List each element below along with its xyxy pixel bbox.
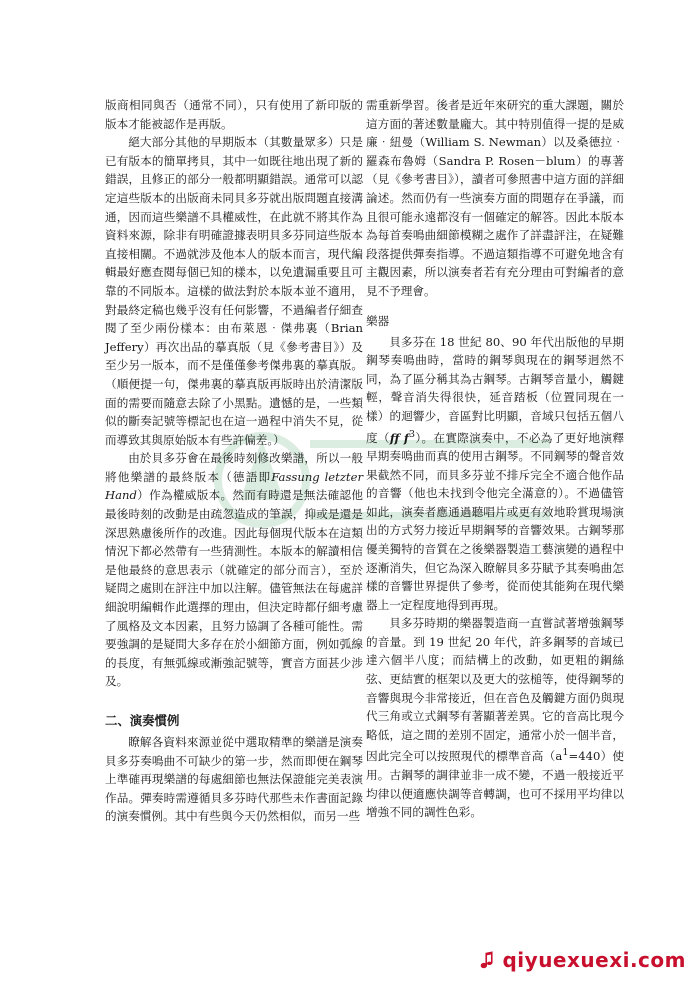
german-term: Fassung letzter Hand	[105, 469, 363, 503]
site-logo[interactable]	[476, 945, 686, 975]
right-paragraph-2-rest: ）。在實際演奏中，不必為了更好地演釋早期奏鳴曲而真的使用古鋼琴。不同鋼琴的聲音效果截然不同，而貝多芬並不排斥完全不適合他作品的音響（他也未找到令他完全滿意的）。不過儘管如此，演奏者應通過聽唱片或更有效地聆賞現場演出的方式努力接近早期鋼琴的音響效果。古鋼琴那優美獨特的音質在之後樂器製造工藝演變的過程中逐漸消失，但它為深入瞭解貝多芬賦予其奏鳴曲怎樣的音響世界提供了參考，從而使其能夠在現代樂器上一定程度地得到再現。	[366, 430, 624, 612]
left-paragraph-1: 版商相同與否（通常不同），只有使用了新印版的版本才能被認作是再版。	[105, 98, 363, 131]
right-paragraph-2	[366, 333, 624, 615]
section-heading-performance-practice: 二、演奏慣例	[105, 713, 180, 728]
left-paragraph-3-rest: ）作為權威版本。然而有時還是無法確認他最後時刻的改動是由疏忽造成的筆誤，抑或是還是深思熟慮後所作的改進。因此每個現代版本在這類情況下都必然帶有一些猜測性。本版本的解讀相信是他最終的意思表示（就確定的部分而言），至於疑問之處則在評注中加以注解。儘管無法在每處詳細說明編輯作此選擇的理由，但決定時都仔細考慮了風格及文本因素，且努力協調了各種可能性。需要強調的是疑問大多存在於小細節方面，例如弧線的長度，有無弧線或漸強記號等，實音方面甚少涉及。	[105, 488, 363, 689]
left-paragraph-2: 絕大部分其他的早期版本（其數量眾多）只是已有版本的簡單拷貝，其中一如既往地出現了新的錯誤，且修正的部分一般都明顯錯誤。通常可以認定這些版本的出版商未同貝多芬就出版問題直接溝通，因而這些樂譜不具權威性，在此就不將其作為資料來源，除非有明確證據表明貝多芬同這些版本直接相關。不過就涉及他本人的版本而言，現代編輯最好應查閱每個已知的樣本，以免遺漏重要且可靠的不同版本。這樣的做法對於本版本並不適用，對最終定稿也幾乎沒有任何影響，不過編者仔細查閱了至少兩份樣本：由布萊恩‧傑弗裏（Brian Jeffery）再次出品的摹真版（見《參考書目》）及至少另一版本，而不是僅僅參考傑弗裏的摹真版。（順便提一句，傑弗裏的摹真版再版時出於清潔版面的需要而隨意去除了小黑點。遺憾的是，一些類似的斷奏記號等標記也在這一過程中消失不見，從而導致其與原始版本有些許偏差。）	[105, 135, 363, 447]
range-notation-superscript: 3	[408, 428, 415, 440]
range-notation: ff f	[389, 430, 409, 445]
right-paragraph-3	[366, 614, 624, 821]
left-paragraph-4: 瞭解各資料來源並從中選取精準的樂譜是演奏貝多芬奏鳴曲不可缺少的第一步，然而即便在鋼琴上準確再現樂譜的每處細節也無法保證能完美表演作品。彈奏時需遵循貝多芬時代那些未作書面記錄的演奏慣例。其中有些與今天仍然相似，而另一些	[105, 735, 363, 824]
left-paragraph-3	[105, 449, 363, 691]
pitch-superscript: 1	[562, 747, 569, 759]
right-paragraph-2-lead: 貝多芬在 18 世紀 80、90 年代出版他的早期鋼琴奏鳴曲時，當時的鋼琴與現在的鋼琴迥然不同，為了區分稱其為古鋼琴。古鋼琴音量小，觸鍵輕，聲音消失得很快，延音踏板（位置同現在一樣）的迴響少，音區對比明顯，音域只包括五個八度（	[366, 334, 624, 445]
left-paragraph-3-lead: 由於貝多芬會在最後時刻修改樂譜，所以一般將他樂譜的最終版本（德語即	[105, 451, 363, 484]
right-paragraph-3-lead: 貝多芬時期的樂器製造商一直嘗試著增強鋼琴的音量。到 19 世紀 20 年代，許多鋼琴的音域已達六個半八度；而結構上的改動，如更粗的鋼絲弦、更結實的框架以及更大的弦槌等，使得鋼琴的音響與現今非常接近，但在音色及觸鍵方面仍與現代三角或立式鋼琴有著顯著差異。它的音高比現今略低，這之間的差別不固定，通常小於一個半音，因此完全可以按照現代的標準音高（a	[366, 616, 624, 764]
section-spacer	[105, 691, 363, 703]
music-note-icon	[476, 947, 496, 973]
left-text-column	[105, 96, 363, 826]
right-paragraph-1: 需重新學習。後者是近年來研究的重大課題，關於這方面的著述數量龐大。其中特別值得一提的是威廉‧紐曼（William S. Newman）以及桑德拉‧羅森布魯姆（Sandra P. Rosen－blum）的專著（見《參考書目》），讀者可參照書中這方面的詳細論述。然而仍有一些演奏方面的問題存在爭議，而且很可能永遠都沒有一個確定的解答。因此本版本為每首奏鳴曲細節模糊之處作了詳盡評注，在疑難段落提供彈奏指導。不過這類指導不可避免地含有主觀因素，所以演奏者若有充分理由可對編者的意見不予理會。	[366, 98, 624, 298]
logo-text: qiyuexuexi.com	[502, 948, 686, 972]
right-paragraph-3-rest: =440）使用。古鋼琴的調律並非一成不變，不過一般接近平均律以便適應快調等音轉調，也可不採用平均律以增強不同的調性色彩。	[366, 749, 625, 820]
subheading-instruments: 樂器	[366, 313, 390, 328]
right-text-column	[366, 96, 624, 822]
